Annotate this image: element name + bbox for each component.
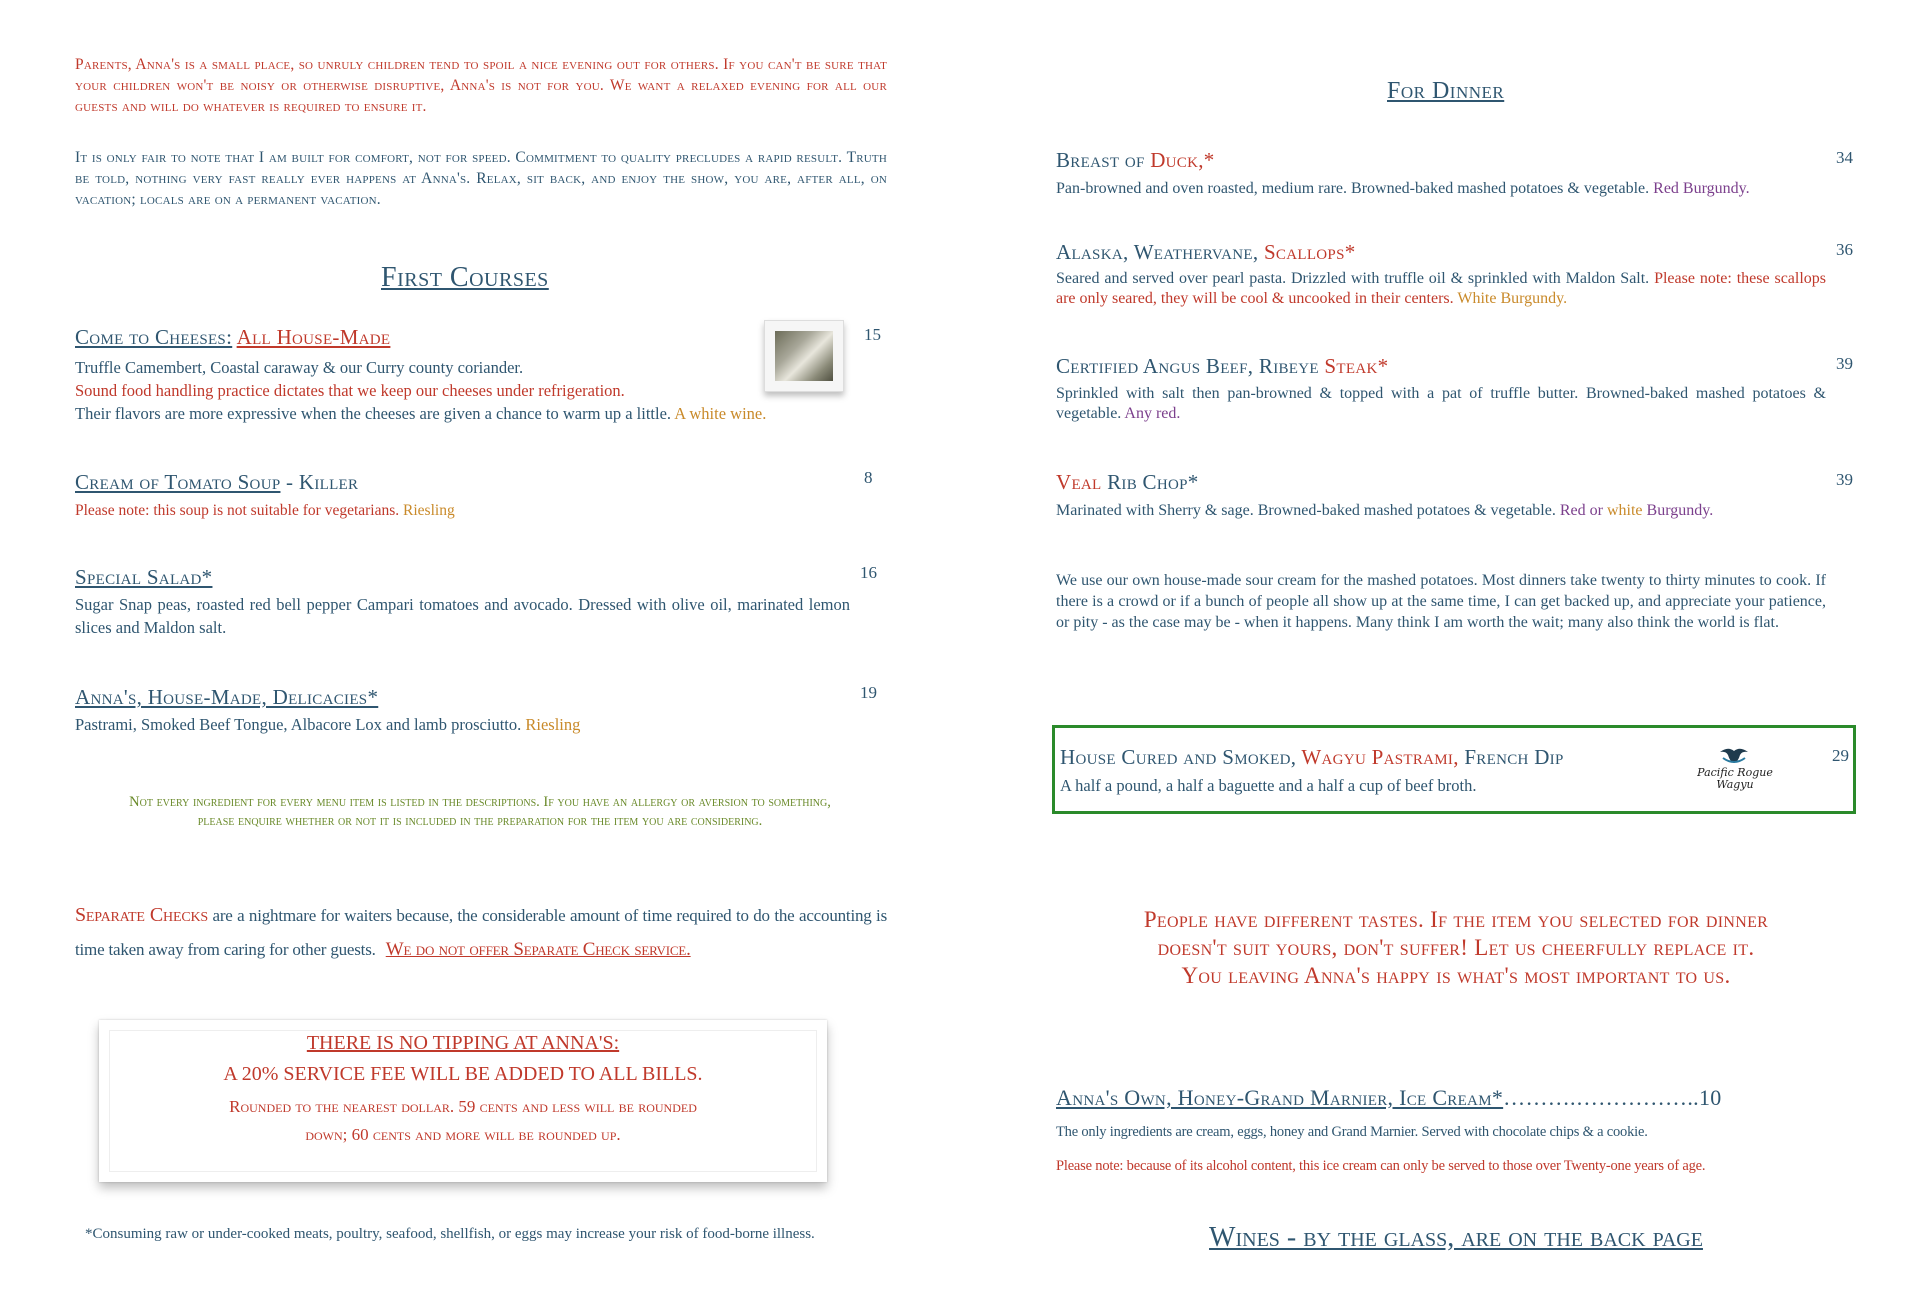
sour-cream-note: We use our own house-made sour cream for the mashed potatoes. Most dinners take twenty to thirty minutes to cook. If there is a crowd or if a bunch of people all show up at the same time, I can get backed up, and appreciate your patience, or pity - as the case may be - when it happens. Many think I am worth the wait; many also think the world is flat. <box>1056 572 1826 631</box>
for-dinner-title: For Dinner <box>1387 78 1505 104</box>
veal-wine-or: or <box>1589 502 1603 519</box>
veal-wine-burgundy: Burgundy. <box>1646 502 1714 519</box>
steak-desc: Sprinkled with salt then pan-browned & topped with a pat of truffle butter. Browned-baked mashed potatoes & vegetable. <box>1056 385 1826 422</box>
soup-item-title <box>75 470 358 495</box>
scallops-note-b: these scallops are only seared, they will be cool & uncooked in their centers. <box>1056 270 1827 307</box>
delicacies-wine: Riesling <box>525 715 581 734</box>
bull-logo-graphic <box>1690 742 1780 794</box>
cheese-title-a: Come to Cheeses: <box>75 325 233 349</box>
delicacies-desc: Pastrami, Smoked Beef Tongue, Albacore Lox and lamb prosciutto. <box>75 715 522 734</box>
wines-back-page-link[interactable]: Wines - by the glass, are on the back page <box>1209 1222 1703 1253</box>
ice-cream-leader: ……….…………….. <box>1503 1085 1699 1110</box>
pastrami-price: 29 <box>1832 746 1849 765</box>
service-fee-line: A 20% SERVICE FEE WILL BE ADDED TO ALL BILLS. <box>223 1063 703 1085</box>
rounding-line-2: down; 60 cents and more will be rounded up. <box>305 1125 621 1144</box>
pastrami-title-c: French Dip <box>1464 745 1564 769</box>
pastrami-title-b: Wagyu Pastrami, <box>1301 745 1459 769</box>
scallops-note-a: Please note: <box>1654 270 1732 287</box>
scallops-title-a: Alaska, Weathervane, <box>1056 240 1259 264</box>
scallops-title-b: Scallops* <box>1263 240 1356 264</box>
separate-checks-paragraph <box>75 898 887 967</box>
logo-text-line2: Wagyu <box>1716 778 1754 791</box>
ice-cream-desc: The only ingredients are cream, eggs, honey and Grand Marnier. Served with chocolate chips & a cookie. <box>1056 1124 1648 1140</box>
veal-price: 39 <box>1836 470 1853 489</box>
soup-note: Please note: this soup is not suitable for vegetarians. <box>75 502 400 519</box>
scallops-wine: White Burgundy. <box>1457 290 1568 307</box>
veal-title-a: Veal <box>1056 470 1102 494</box>
ice-cream-price: 10 <box>1698 1085 1722 1110</box>
duck-title-a: Breast of <box>1056 148 1145 172</box>
cheese-desc-line1: Truffle Camembert, Coastal caraway & our Curry county coriander. <box>75 358 524 377</box>
veal-title-b: Rib Chop* <box>1107 470 1199 494</box>
duck-desc-wrap <box>1056 179 1826 199</box>
duck-price: 34 <box>1836 148 1853 167</box>
cheese-item-title <box>75 325 390 350</box>
delicacies-price: 19 <box>860 683 877 702</box>
salad-desc: Sugar Snap peas, roasted red bell pepper Campari tomatoes and avocado. Dressed with olive oil, marinated lemon slices and Maldon salt. <box>75 595 850 637</box>
duck-wine: Red Burgundy. <box>1653 180 1750 197</box>
scallops-desc-wrap <box>1056 269 1826 309</box>
tastes-notice-line3: You leaving Anna's happy is what's most important to us. <box>1181 963 1731 988</box>
cheese-title-b: All House-Made <box>236 325 391 349</box>
logo-text-line1: Pacific Rogue <box>1697 766 1773 779</box>
separate-checks-policy: We do not offer Separate Check service. <box>385 939 691 960</box>
scallops-item-title <box>1056 240 1356 265</box>
duck-title-b: Duck,* <box>1150 148 1215 172</box>
rounding-line-1: Rounded to the nearest dollar. 59 cents and less will be rounded <box>229 1097 697 1116</box>
cheese-desc-line2: Sound food handling practice dictates that we keep our cheeses under refrigeration. <box>75 381 625 400</box>
scallops-desc: Seared and served over pearl pasta. Drizzled with truffle oil & sprinkled with Maldon Salt. <box>1056 270 1650 287</box>
veal-wine-white: white <box>1606 502 1643 519</box>
bull-logo-icon <box>1690 742 1780 794</box>
tastes-notice-line1: People have different tastes. If the item you selected for dinner <box>1143 907 1769 932</box>
first-courses-title: First Courses <box>381 262 549 293</box>
cheese-wine: A white wine. <box>674 404 767 423</box>
cheese-desc-line3: Their flavors are more expressive when the cheeses are given a chance to warm up a little. <box>75 404 672 423</box>
parents-notice: Parents, Anna's is a small place, so unruly children tend to spoil a nice evening out for others. If you can't be sure that your children won't be noisy or otherwise disruptive, Anna's is not for you. We want a relaxed evening for all our guests and will do whatever is required to ensure it. <box>75 56 887 115</box>
cheese-plate-photo <box>764 320 844 392</box>
food-safety-footnote: *Consuming raw or under-cooked meats, poultry, seafood, shellfish, or eggs may increase your risk of food-borne illness. <box>85 1226 815 1242</box>
ice-cream-item-title <box>1056 1085 1722 1111</box>
veal-desc: Marinated with Sherry & sage. Browned-baked mashed potatoes & vegetable. <box>1056 502 1556 519</box>
pastrami-item-title <box>1060 745 1564 770</box>
veal-desc-wrap <box>1056 501 1826 521</box>
separate-checks-text: are a nightmare for waiters because, the considerable amount of time required to do the accounting is time taken away from caring for other guests. <box>75 906 887 959</box>
steak-item-title <box>1056 354 1388 379</box>
salad-item-title: Special Salad* <box>75 565 213 589</box>
steak-title-a: Certified Angus Beef, Ribeye <box>1056 354 1319 378</box>
steak-price: 39 <box>1836 354 1853 373</box>
tipping-title: THERE IS NO TIPPING AT ANNA'S: <box>306 1032 620 1054</box>
ice-cream-note: Please note: because of its alcohol content, this ice cream can only be served to those over Twenty-one years of age. <box>1056 1158 1706 1174</box>
soup-title-b: - Killer <box>286 470 359 494</box>
duck-item-title <box>1056 148 1215 173</box>
separate-checks-lead: Separate Checks <box>75 904 208 926</box>
comfort-notice: It is only fair to note that I am built for comfort, not for speed. Commitment to quality precludes a rapid result. Truth be told, nothing very fast really ever happens at Anna's. Relax, sit back, and enjoy the show, you are, after all, on vacation; locals are on a permanent vacation. <box>75 149 887 208</box>
scallops-price: 36 <box>1836 240 1853 259</box>
tipping-notice-box <box>99 1020 827 1182</box>
steak-title-b: Steak* <box>1324 354 1389 378</box>
allergy-notice: Not every ingredient for every menu item is listed in the descriptions. If you have an allergy or aversion to something, please enquire whether or not it is included in the preparation for the item you are considering. <box>129 794 831 829</box>
tastes-notice-line2: doesn't suit yours, don't suffer! Let us cheerfully replace it. <box>1157 935 1755 960</box>
soup-title-a: Cream of Tomato Soup <box>75 470 281 494</box>
veal-item-title <box>1056 470 1199 495</box>
veal-wine-red: Red <box>1559 502 1586 519</box>
delicacies-desc-wrap <box>75 713 875 736</box>
salad-price: 16 <box>860 563 877 582</box>
delicacies-item-title: Anna's, House-Made, Delicacies* <box>75 685 379 709</box>
cheese-photo-image <box>775 331 833 381</box>
duck-desc: Pan-browned and oven roasted, medium rare. Browned-baked mashed potatoes & vegetable. <box>1056 180 1650 197</box>
pastrami-title-a: House Cured and Smoked, <box>1060 745 1297 769</box>
soup-price: 8 <box>864 468 873 487</box>
pastrami-desc: A half a pound, a half a baguette and a half a cup of beef broth. <box>1060 776 1477 795</box>
soup-wine: Riesling <box>403 502 455 519</box>
steak-wine: Any red. <box>1124 405 1181 422</box>
cheese-desc-line3-wrap <box>75 402 875 425</box>
soup-desc-wrap <box>75 499 875 522</box>
steak-desc-wrap <box>1056 384 1826 424</box>
ice-cream-title: Anna's Own, Honey-Grand Marnier, Ice Cream* <box>1056 1085 1504 1110</box>
cheese-price: 15 <box>864 325 881 344</box>
